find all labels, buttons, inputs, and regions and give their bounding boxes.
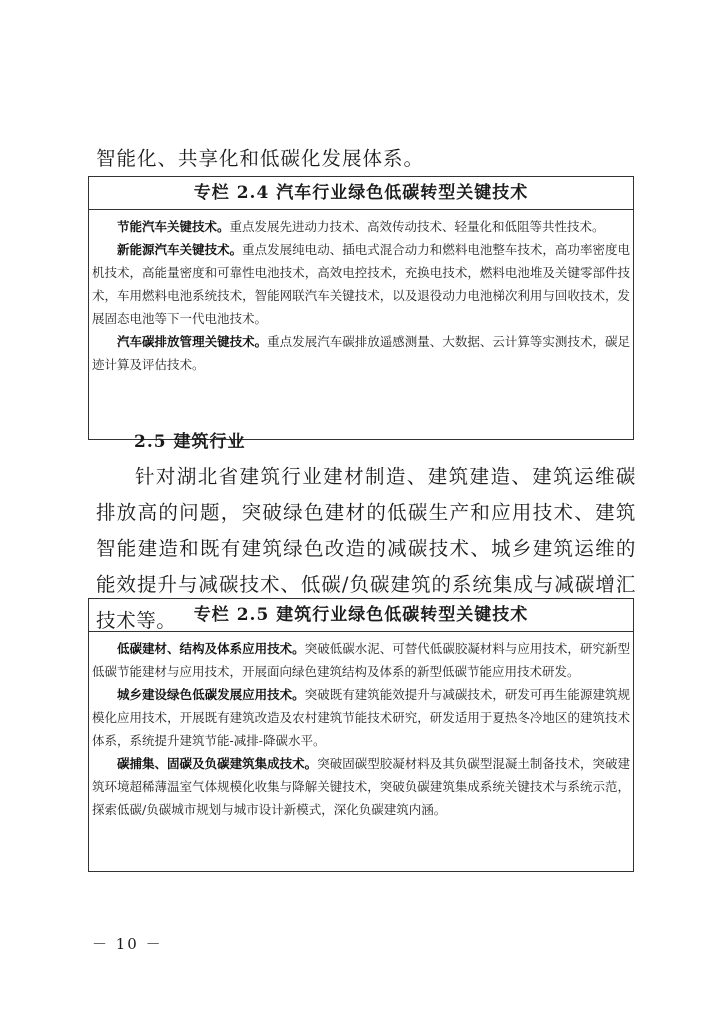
- box-item-term: 低碳建材、结构及体系应用技术。: [117, 641, 305, 656]
- page-number: － 10 －: [92, 935, 163, 953]
- box-item-term: 汽车碳排放管理关键技术。: [117, 334, 268, 349]
- box-item: [92, 330, 630, 376]
- box-title: 专栏 2.5 建筑行业绿色低碳转型关键技术: [89, 599, 633, 632]
- box-item-term: 节能汽车关键技术。: [117, 219, 230, 234]
- box-item-text: 突破既有建筑能效提升与减碳技术，研发可再生能源建筑规模化应用技术，开展既有建筑改造及农村建筑节能技术研究，研发适用于夏热冬冷地区的建筑技术体系，系统提升建筑节能-减排-降碳水平。: [92, 687, 630, 748]
- box-item-text: 突破低碳水泥、可替代低碳胶凝材料与应用技术，研究新型低碳节能建材与应用技术，开展面向绿色建筑结构及体系的新型低碳节能应用技术研发。: [92, 641, 630, 679]
- box-item: [92, 215, 630, 238]
- sidebar-box-auto-industry: [88, 176, 634, 440]
- section-body-paragraph: 针对湖北省建筑行业建材制造、建筑建造、建筑运维碳排放高的问题，突破绿色建材的低碳生产和应用技术、建筑智能建造和既有建筑绿色改造的减碳技术、城乡建筑运维的能效提升与减碳技术、低碳/负碳建筑的系统集成与减碳增汇技术等。: [96, 465, 636, 632]
- section-heading: 2.5 建筑行业: [134, 432, 246, 452]
- box-item-text: 突破固碳型胶凝材料及其负碳型混凝土制备技术，突破建筑环境超稀薄温室气体规模化收集与降解关键技术，突破负碳建筑集成系统关键技术与系统示范，探索低碳/负碳城市规划与城市设计新模式，深化负碳建筑内涵。: [92, 756, 630, 817]
- lead-paragraph: 智能化、共享化和低碳化发展体系。: [96, 147, 425, 170]
- box-item: [92, 683, 630, 752]
- box-item-term: 新能源汽车关键技术。: [117, 242, 243, 257]
- box-item: [92, 752, 630, 821]
- box-item: [92, 637, 630, 683]
- box-item: [92, 238, 630, 330]
- box-title: 专栏 2.4 汽车行业绿色低碳转型关键技术: [89, 177, 633, 210]
- box-body: [89, 210, 633, 382]
- box-item-term: 城乡建设绿色低碳发展应用技术。: [117, 687, 305, 702]
- sidebar-box-construction-industry: [88, 598, 634, 872]
- box-item-text: 重点发展纯电动、插电式混合动力和燃料电池整车技术，高功率密度电机技术，高能量密度和可靠性电池技术，高效电控技术，充换电技术，燃料电池堆及关键零部件技术，车用燃料电池系统技术，智能网联汽车关键技术，以及退役动力电池梯次利用与回收技术，发展固态电池等下一代电池技术。: [92, 242, 630, 326]
- box-item-term: 碳捕集、固碳及负碳建筑集成技术。: [117, 756, 318, 771]
- box-body: [89, 632, 633, 827]
- box-item-text: 重点发展汽车碳排放遥感测量、大数据、云计算等实测技术，碳足迹计算及评估技术。: [92, 334, 630, 372]
- box-item-text: 重点发展先进动力技术、高效传动技术、轻量化和低阻等共性技术。: [229, 219, 605, 234]
